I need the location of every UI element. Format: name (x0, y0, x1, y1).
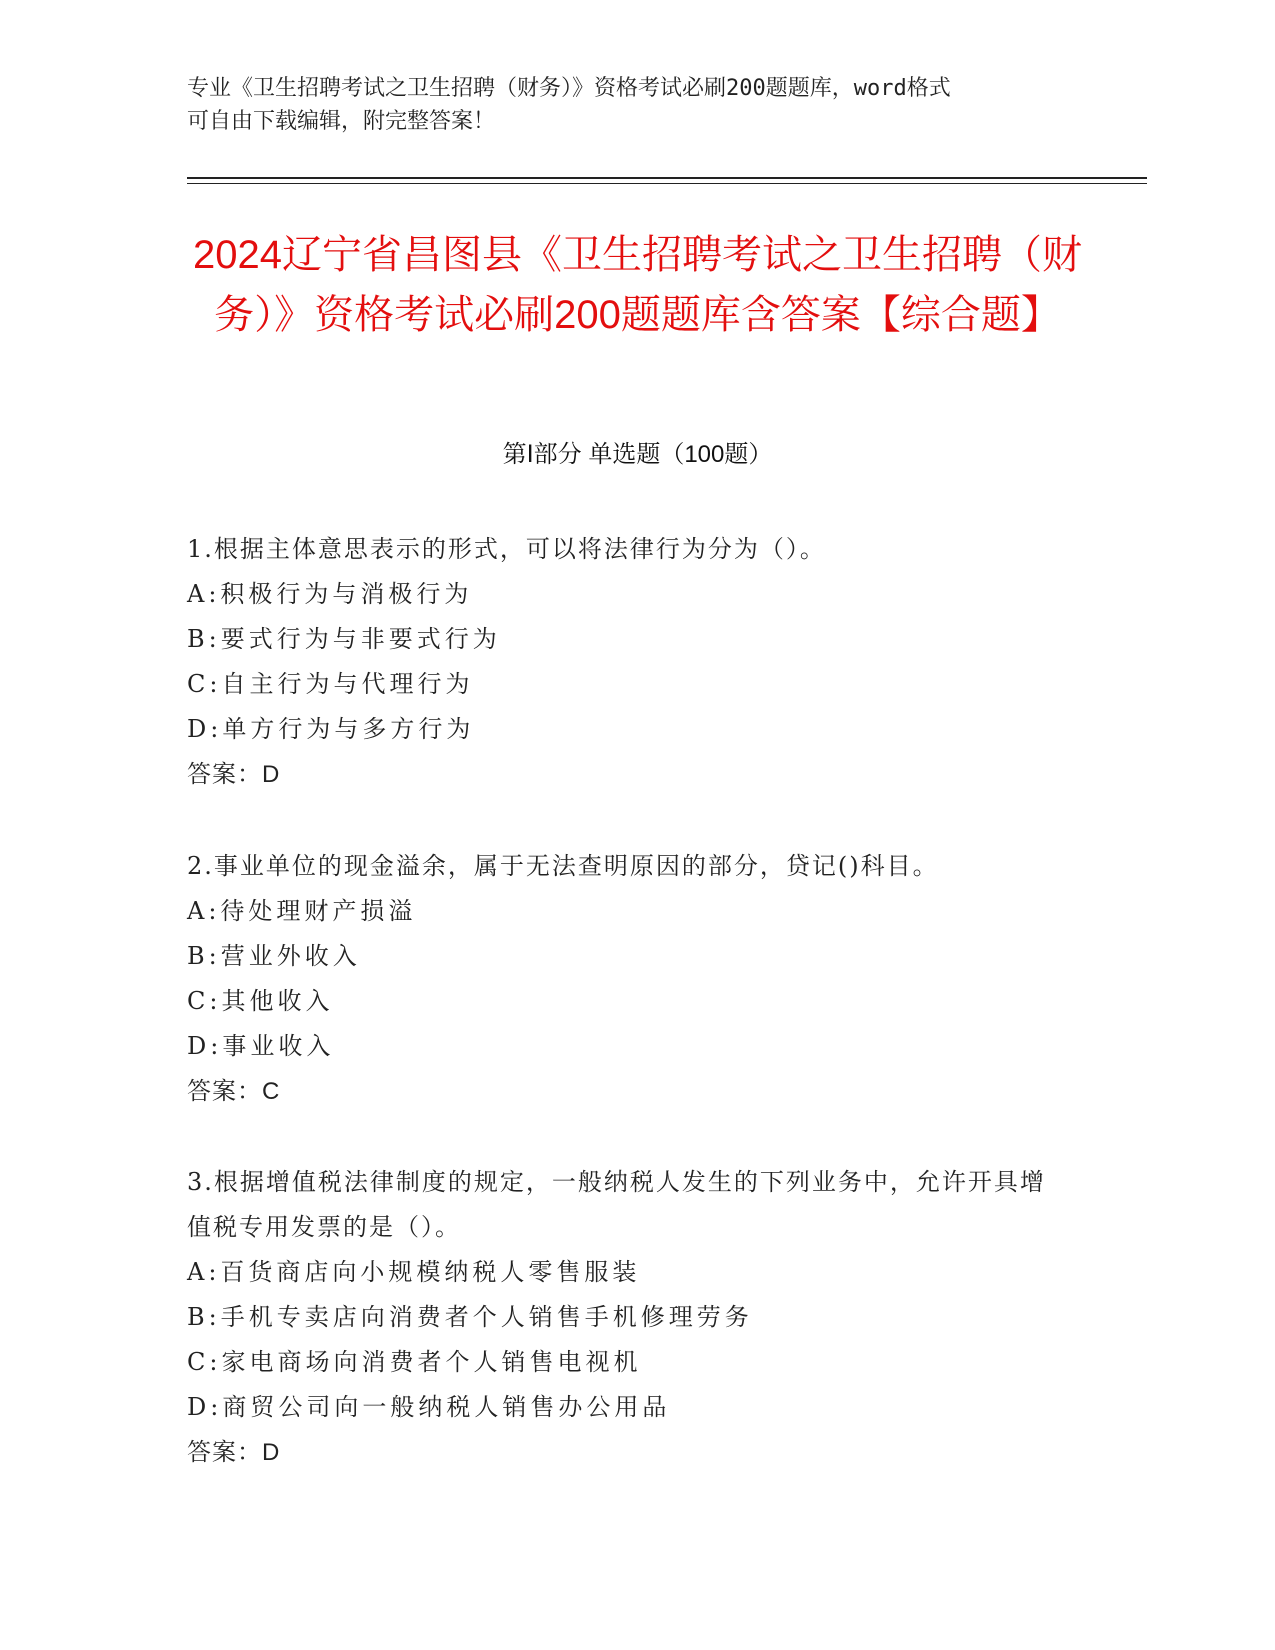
document-title: 2024辽宁省昌图县《卫生招聘考试之卫生招聘（财务）》资格考试必刷200题题库含答案【综合题】 (193, 233, 1082, 337)
option-b: B:手机专卖店向消费者个人销售手机修理劳务 (187, 1303, 753, 1331)
answer: 答案：D (187, 761, 281, 788)
option-d: D:商贸公司向一般纳税人销售办公用品 (187, 1393, 671, 1421)
header-rule-thick (187, 177, 1147, 179)
option-b: B:要式行为与非要式行为 (187, 625, 501, 653)
option-b: B:营业外收入 (187, 942, 361, 970)
option-d: D:单方行为与多方行为 (187, 715, 475, 743)
header-note (187, 72, 1067, 138)
header-rule-thin (187, 183, 1147, 184)
option-a: A:百货商店向小规模纳税人零售服装 (187, 1258, 641, 1286)
question-3 (187, 1160, 1067, 1475)
question-1 (187, 527, 1067, 797)
option-c: C:自主行为与代理行为 (187, 670, 474, 698)
section-heading: 第Ⅰ部分 单选题（100题） (502, 441, 773, 468)
question-stem: 2.事业单位的现金溢余，属于无法查明原因的部分，贷记()科目。 (187, 852, 939, 880)
option-c: C:其他收入 (187, 987, 334, 1015)
question-stem: 3.根据增值税法律制度的规定，一般纳税人发生的下列业务中，允许开具增值税专用发票的是（）。 (187, 1168, 1046, 1241)
answer: 答案：D (187, 1439, 281, 1466)
option-c: C:家电商场向消费者个人销售电视机 (187, 1348, 642, 1376)
option-a: A:待处理财产损溢 (187, 897, 417, 925)
header-note-line-1: 专业《卫生招聘考试之卫生招聘（财务）》资格考试必刷200题题库，word格式 (187, 76, 951, 101)
question-stem: 1.根据主体意思表示的形式，可以将法律行为分为（）。 (187, 535, 826, 563)
option-a: A:积极行为与消极行为 (187, 580, 473, 608)
option-d: D:事业收入 (187, 1032, 335, 1060)
question-2 (187, 844, 1067, 1114)
answer: 答案：C (187, 1078, 281, 1105)
header-note-line-2: 可自由下载编辑，附完整答案！ (187, 109, 496, 134)
